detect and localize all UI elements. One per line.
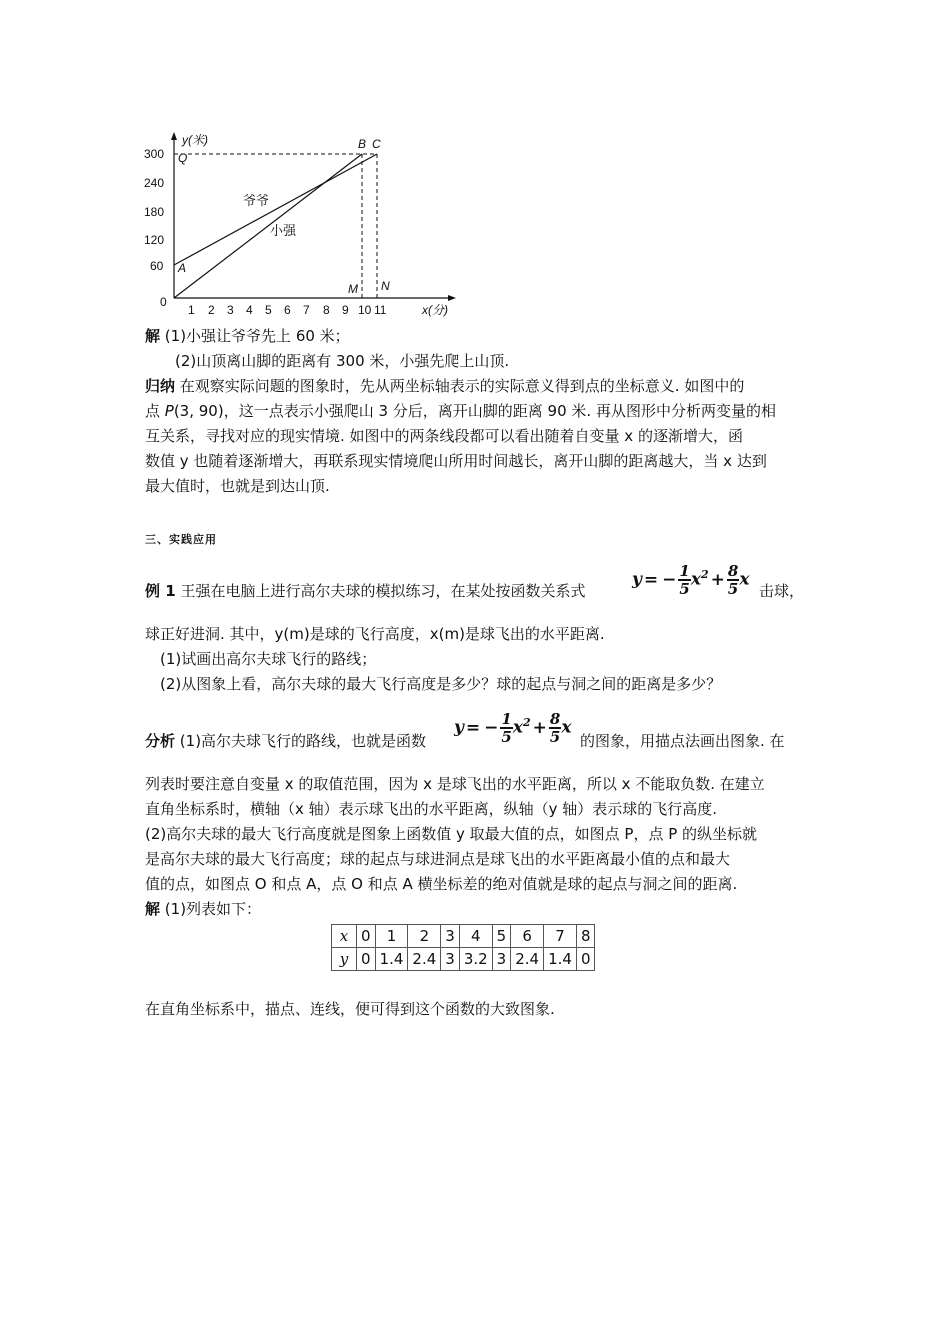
example1-label: 例 1 [145,582,176,600]
table-cell: 3 [492,948,511,971]
summary-line1 [145,374,744,398]
table-row-y [332,948,595,971]
summary-text2-pre: 点 [145,402,165,420]
analysis-line2: 列表时要注意自变量 x 的取值范围，因为 x 是球飞出的水平距离，所以 x 不能取负数. 在建立 [145,775,765,793]
fraction-den: 5 [501,728,512,746]
table-cell: 1.4 [544,948,577,971]
solution1-line1 [145,324,350,348]
fraction-num: 1 [501,710,512,728]
table-cell: 2.4 [511,948,544,971]
solution2-text: (1)列表如下： [164,900,262,918]
analysis-line1 [145,729,426,753]
climbing-graph [140,130,460,320]
example1-q1: (1)试画出高尔夫球飞行的路线； [160,650,377,668]
analysis-text-pre: (1)高尔夫球飞行的路线，也就是函数 [179,732,427,750]
y-tick: 300 [144,147,165,161]
x-tick: 8 [323,303,330,317]
table-cell: 6 [511,925,544,948]
table-cell: 3 [441,925,460,948]
values-table [331,924,595,971]
y-tick: 120 [144,233,165,247]
y-axis-arrow [171,132,177,140]
x-tick: 5 [265,303,272,317]
xiaoqiang-line [174,154,362,298]
x-tick: 3 [227,303,234,317]
example1-text-pre: 王强在电脑上进行高尔夫球的模拟练习，在某处按函数关系式 [180,582,586,600]
x-axis-arrow [448,295,456,301]
table-row-x [332,925,595,948]
example1-line2: 球正好进洞. 其中，y(m)是球的飞行高度，x(m)是球飞出的水平距离. [145,625,605,643]
formula-exponent: 2 [700,567,709,581]
solution1-part1: (1)小强让爷爷先上 60 米； [164,327,350,345]
fraction-num: 8 [727,562,739,580]
table-cell: 2 [408,925,441,948]
x-axis-label: x(分) [422,303,448,317]
summary-text1: 在观察实际问题的图象时，先从两坐标轴表示的实际意义得到点的坐标意义. 如图中的 [179,377,745,395]
y-tick: 240 [144,176,165,190]
table-header-x: x [332,925,357,948]
formula-plus: + [710,569,725,590]
table-cell: 1 [375,925,408,948]
point-label-a: A [178,261,187,275]
solution2-line1 [145,897,261,921]
table-cell: 1.4 [375,948,408,971]
x-tick: 1 [188,303,195,317]
example1-text-post: 击球， [759,582,805,600]
point-label-m: M [348,282,358,296]
solution2-conclusion: 在直角坐标系中，描点、连线，便可得到这个函数的大致图象. [145,1000,555,1018]
formula-minus: − [484,717,499,738]
formula-y: y [454,717,464,738]
summary-text2-post: (3, 90)，这一点表示小强爬山 3 分后，离开山脚的距离 90 米. 再从图形中分析两变量的相 [173,402,776,420]
table-cell: 7 [544,925,577,948]
section3-heading: 三、实践应用 [145,533,217,546]
y-ticks [144,147,164,273]
formula-x2: x [512,717,523,738]
table-cell: 0 [357,925,376,948]
table-cell: 3.2 [459,948,492,971]
fraction-1-5 [678,563,690,597]
solution1-label: 解 [145,327,161,345]
analysis-line3: 直角坐标系时，横轴（x 轴）表示球飞出的水平距离，纵轴（y 轴）表示球的飞行高度. [145,800,718,818]
y-tick: 180 [144,205,165,219]
fraction-num: 1 [679,562,690,580]
xiaoqiang-label: 小强 [270,223,297,238]
x-tick: 6 [284,303,291,317]
grandpa-label: 爷爷 [243,193,270,208]
table-header-y: y [332,948,357,971]
formula-exponent: 2 [522,715,531,729]
x-tick: 11 [374,303,387,317]
solution1-part2: (2)山顶离山脚的距离有 300 米，小强先爬上山顶. [175,352,510,370]
summary-line5: 最大值时，也就是到达山顶. [145,477,330,495]
fraction-1-5 [500,711,512,745]
formula-x2: x [690,569,701,590]
summary-line4: 数值 y 也随着逐渐增大，再联系现实情境爬山所用时间越长，离开山脚的距离越大，当 x 达到 [145,452,767,470]
table-cell: 8 [576,925,595,948]
summary-point-p: P [164,402,174,420]
table-cell: 0 [357,948,376,971]
fraction-num: 8 [549,710,561,728]
origin-label: 0 [160,295,167,309]
example1-q2: (2)从图象上看，高尔夫球的最大飞行高度是多少？球的起点与洞之间的距离是多少？ [160,675,722,693]
y-axis-label: y(米) [182,133,208,147]
formula-1 [632,563,749,597]
formula-2 [454,711,571,745]
table-cell: 0 [576,948,595,971]
fraction-8-5 [549,711,561,745]
solution2-label: 解 [145,900,161,918]
summary-line2 [145,399,776,423]
x-tick: 4 [246,303,253,317]
point-label-b: B [358,137,367,151]
x-tick: 7 [303,303,310,317]
analysis-label: 分析 [145,732,176,750]
fraction-den: 5 [727,580,739,598]
point-label-c: C [372,137,381,151]
table-cell: 2.4 [408,948,441,971]
y-tick: 60 [150,259,164,273]
x-tick: 9 [342,303,349,317]
table-cell: 4 [459,925,492,948]
summary-line3: 互关系，寻找对应的现实情境. 如图中的两条线段都可以看出随着自变量 x 的逐渐增大，函 [145,427,743,445]
fraction-den: 5 [549,728,561,746]
table-cell: 5 [492,925,511,948]
table-cell: 3 [441,948,460,971]
fraction-8-5 [727,563,739,597]
analysis-line4: (2)高尔夫球的最大飞行高度就是图象上函数值 y 取最大值的点，如图点 P，点 P 的纵坐标就 [145,825,758,843]
formula-minus: − [662,569,677,590]
formula-eq: = [643,569,659,590]
formula-x: x [739,569,750,590]
formula-plus: + [532,717,547,738]
x-tick: 10 [358,303,372,317]
analysis-line5: 是高尔夫球的最大飞行高度；球的起点与球进洞点是球飞出的水平距离最小值的点和最大 [145,850,731,868]
grandpa-line [174,154,377,265]
x-ticks [188,303,387,317]
formula-eq: = [465,717,481,738]
example1-line1 [145,579,585,603]
analysis-line6: 值的点，如图点 O 和点 A，点 O 和点 A 横坐标差的绝对值就是球的起点与洞之间的距离. [145,875,738,893]
formula-x: x [561,717,572,738]
formula-y: y [632,569,642,590]
point-label-n: N [381,279,390,293]
point-label-q: Q [178,151,188,165]
analysis-text-post: 的图象，用描点法画出图象. 在 [580,732,785,750]
x-tick: 2 [208,303,215,317]
summary-label: 归纳 [145,377,176,395]
fraction-den: 5 [679,580,690,598]
